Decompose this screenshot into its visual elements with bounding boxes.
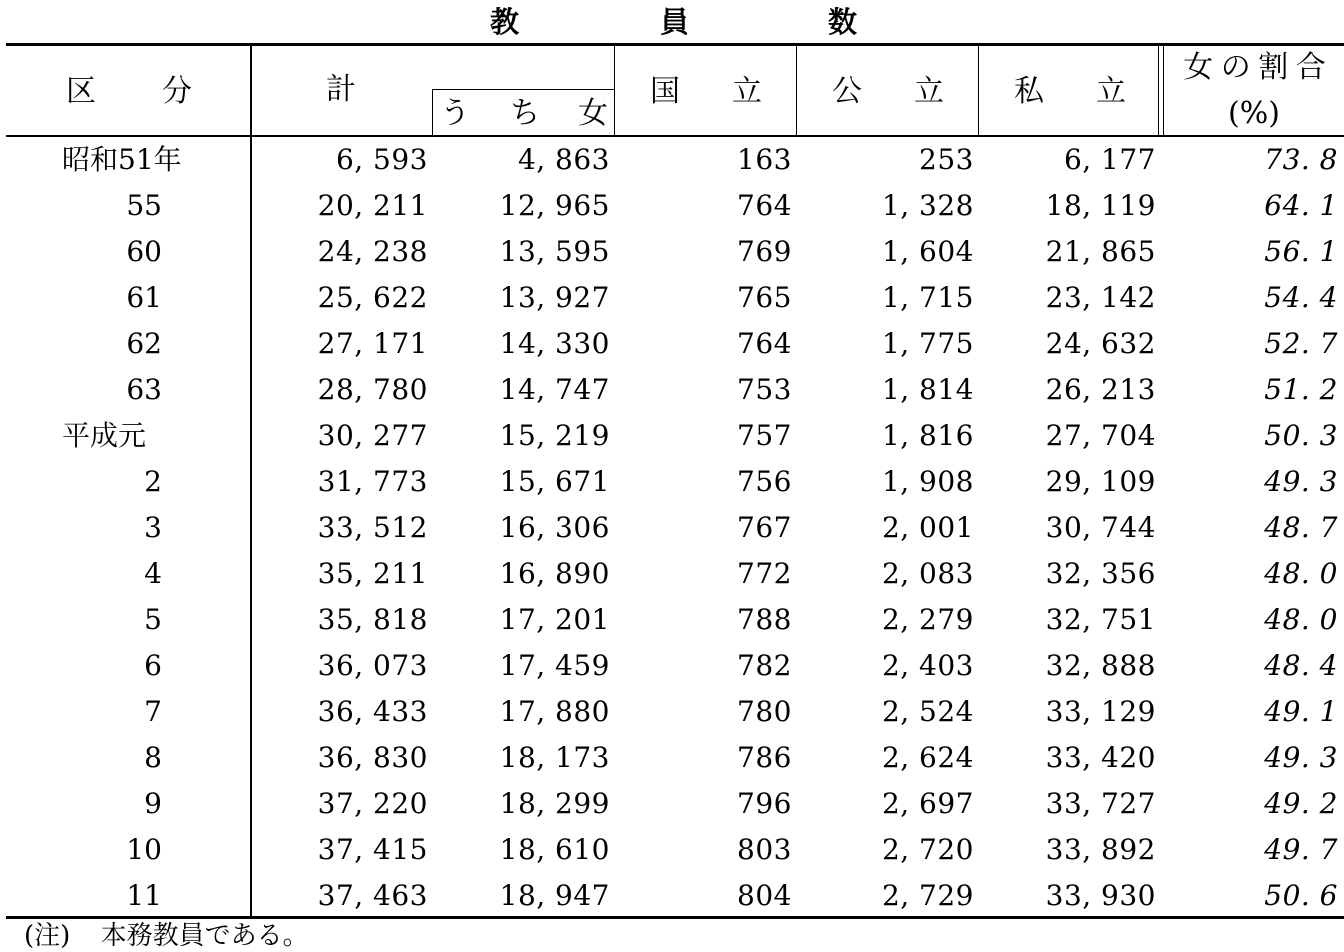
cell-ratio: 48. 4: [1264, 649, 1338, 682]
cell-female: 17, 201: [499, 603, 610, 636]
cell-female: 17, 880: [499, 695, 610, 728]
cell-national: 767: [737, 511, 792, 544]
cell-ratio: 52. 7: [1264, 327, 1338, 360]
cell-female: 18, 947: [499, 879, 610, 912]
cell-ratio: 73. 8: [1264, 143, 1338, 176]
divider-national: [796, 45, 797, 136]
cell-public: 2, 001: [881, 511, 974, 544]
cell-national: 788: [737, 603, 792, 636]
table-row: [0, 551, 1344, 597]
header-public-2: 立: [914, 74, 944, 109]
cell-national: 163: [737, 143, 792, 176]
title-char-2: 員: [660, 5, 690, 39]
cell-private: 26, 213: [1045, 373, 1156, 406]
cell-ratio: 51. 2: [1264, 373, 1338, 406]
table-row: [0, 873, 1344, 919]
table-row: [0, 183, 1344, 229]
cell-private: 27, 704: [1045, 419, 1156, 452]
cell-ratio: 49. 7: [1264, 833, 1338, 866]
cell-national: 804: [737, 879, 792, 912]
cell-private: 33, 420: [1045, 741, 1156, 774]
cell-total: 20, 211: [317, 189, 428, 222]
cell-national: 757: [737, 419, 792, 452]
table-row: [0, 137, 1344, 183]
table-top-rule: [6, 43, 1344, 46]
cell-public: 1, 816: [881, 419, 974, 452]
cell-label: 2: [144, 465, 162, 498]
cell-total: 37, 220: [317, 787, 428, 820]
cell-label: 8: [144, 741, 162, 774]
cell-label: 61: [126, 281, 162, 314]
divider-total: [614, 45, 615, 136]
cell-ratio: 48. 0: [1264, 557, 1338, 590]
cell-female: 18, 610: [499, 833, 610, 866]
cell-private: 6, 177: [1063, 143, 1156, 176]
cell-national: 780: [737, 695, 792, 728]
cell-private: 32, 751: [1045, 603, 1156, 636]
cell-female: 14, 747: [499, 373, 610, 406]
cell-female: 15, 219: [499, 419, 610, 452]
header-ratio-line2: (%): [1228, 96, 1280, 131]
divider-private-a: [1158, 45, 1159, 136]
cell-public: 2, 729: [881, 879, 974, 912]
divider-public: [978, 45, 979, 136]
cell-ratio: 64. 1: [1264, 189, 1338, 222]
header-female-1: う: [440, 96, 470, 131]
cell-female: 13, 595: [499, 235, 610, 268]
footnote-prefix: (注): [24, 921, 71, 951]
cell-private: 33, 892: [1045, 833, 1156, 866]
cell-private: 23, 142: [1045, 281, 1156, 314]
cell-total: 30, 277: [317, 419, 428, 452]
cell-label: 6: [144, 649, 162, 682]
table-row: [0, 827, 1344, 873]
header-ratio-line1: 女 の 割 合: [1183, 50, 1325, 85]
cell-public: 2, 083: [881, 557, 974, 590]
cell-total: 25, 622: [317, 281, 428, 314]
cell-female: 17, 459: [499, 649, 610, 682]
cell-national: 782: [737, 649, 792, 682]
cell-private: 33, 129: [1045, 695, 1156, 728]
cell-label: 5: [144, 603, 162, 636]
cell-national: 764: [737, 189, 792, 222]
cell-female: 18, 299: [499, 787, 610, 820]
cell-public: 2, 697: [881, 787, 974, 820]
cell-label: 平成元: [62, 419, 147, 452]
cell-label: 3: [144, 511, 162, 544]
cell-national: 769: [737, 235, 792, 268]
divider-private-b: [1163, 45, 1164, 136]
table-row: [0, 781, 1344, 827]
cell-total: 36, 830: [317, 741, 428, 774]
cell-female: 16, 890: [499, 557, 610, 590]
cell-national: 756: [737, 465, 792, 498]
cell-private: 33, 930: [1045, 879, 1156, 912]
cell-private: 18, 119: [1045, 189, 1156, 222]
cell-public: 253: [919, 143, 974, 176]
cell-ratio: 49. 3: [1264, 465, 1338, 498]
cell-national: 772: [737, 557, 792, 590]
footnote: [24, 920, 309, 952]
header-national-2: 立: [732, 74, 762, 109]
cell-national: 786: [737, 741, 792, 774]
header-national-1: 国: [650, 74, 680, 109]
cell-female: 13, 927: [499, 281, 610, 314]
cell-total: 6, 593: [335, 143, 428, 176]
cell-public: 1, 775: [881, 327, 974, 360]
cell-public: 2, 524: [881, 695, 974, 728]
table-row: [0, 597, 1344, 643]
table-row: [0, 643, 1344, 689]
cell-ratio: 49. 1: [1264, 695, 1338, 728]
cell-national: 753: [737, 373, 792, 406]
table-row: [0, 321, 1344, 367]
cell-public: 2, 279: [881, 603, 974, 636]
cell-private: 24, 632: [1045, 327, 1156, 360]
cell-label: 11: [126, 879, 162, 912]
cell-national: 765: [737, 281, 792, 314]
header-female-3: 女: [578, 96, 608, 131]
header-public-1: 公: [832, 74, 862, 109]
cell-label: 4: [144, 557, 162, 590]
cell-ratio: 49. 3: [1264, 741, 1338, 774]
cell-private: 32, 888: [1045, 649, 1156, 682]
cell-private: 21, 865: [1045, 235, 1156, 268]
cell-ratio: 50. 6: [1264, 879, 1338, 912]
cell-female: 16, 306: [499, 511, 610, 544]
cell-female: 15, 671: [499, 465, 610, 498]
cell-total: 36, 433: [317, 695, 428, 728]
cell-ratio: 48. 0: [1264, 603, 1338, 636]
table-title: [0, 2, 1344, 42]
cell-private: 29, 109: [1045, 465, 1156, 498]
cell-total: 27, 171: [317, 327, 428, 360]
table-row: [0, 459, 1344, 505]
cell-female: 18, 173: [499, 741, 610, 774]
table-row: [0, 689, 1344, 735]
cell-public: 2, 403: [881, 649, 974, 682]
cell-total: 24, 238: [317, 235, 428, 268]
cell-ratio: 50. 3: [1264, 419, 1338, 452]
table-row: [0, 413, 1344, 459]
header-private-2: 立: [1096, 74, 1126, 109]
cell-private: 33, 727: [1045, 787, 1156, 820]
cell-label: 9: [144, 787, 162, 820]
cell-total: 36, 073: [317, 649, 428, 682]
cell-label: 60: [126, 235, 162, 268]
cell-public: 1, 328: [881, 189, 974, 222]
cell-label: 10: [126, 833, 162, 866]
cell-public: 1, 715: [881, 281, 974, 314]
table-row: [0, 275, 1344, 321]
table-row: [0, 229, 1344, 275]
table-row: [0, 505, 1344, 551]
cell-female: 12, 965: [499, 189, 610, 222]
table-row: [0, 367, 1344, 413]
footnote-text: 本務教員である。: [100, 921, 309, 951]
header-category-1: 区: [66, 74, 96, 109]
cell-public: 1, 814: [881, 373, 974, 406]
header-category-2: 分: [162, 74, 192, 109]
header-private-1: 私: [1014, 74, 1044, 109]
cell-label: 62: [126, 327, 162, 360]
cell-private: 32, 356: [1045, 557, 1156, 590]
cell-label: 63: [126, 373, 162, 406]
cell-female: 14, 330: [499, 327, 610, 360]
cell-total: 33, 512: [317, 511, 428, 544]
title-char-3: 数: [828, 5, 858, 39]
cell-total: 35, 818: [317, 603, 428, 636]
cell-private: 30, 744: [1045, 511, 1156, 544]
cell-total: 37, 415: [317, 833, 428, 866]
cell-label: 昭和51年: [62, 143, 182, 176]
header-female-2: ち: [510, 96, 540, 131]
cell-ratio: 48. 7: [1264, 511, 1338, 544]
cell-ratio: 54. 4: [1264, 281, 1338, 314]
title-char-1: 教: [490, 5, 520, 39]
header-total: 計: [326, 72, 356, 107]
cell-total: 31, 773: [317, 465, 428, 498]
cell-national: 803: [737, 833, 792, 866]
cell-national: 796: [737, 787, 792, 820]
cell-total: 37, 463: [317, 879, 428, 912]
cell-female: 4, 863: [517, 143, 610, 176]
cell-public: 2, 720: [881, 833, 974, 866]
cell-label: 55: [126, 189, 162, 222]
cell-ratio: 49. 2: [1264, 787, 1338, 820]
divider-female-left: [432, 89, 433, 136]
cell-ratio: 56. 1: [1264, 235, 1338, 268]
cell-public: 2, 624: [881, 741, 974, 774]
table-row: [0, 735, 1344, 781]
cell-label: 7: [144, 695, 162, 728]
female-subheader-rule: [432, 89, 614, 90]
cell-total: 35, 211: [317, 557, 428, 590]
cell-public: 1, 604: [881, 235, 974, 268]
cell-national: 764: [737, 327, 792, 360]
cell-total: 28, 780: [317, 373, 428, 406]
cell-public: 1, 908: [881, 465, 974, 498]
